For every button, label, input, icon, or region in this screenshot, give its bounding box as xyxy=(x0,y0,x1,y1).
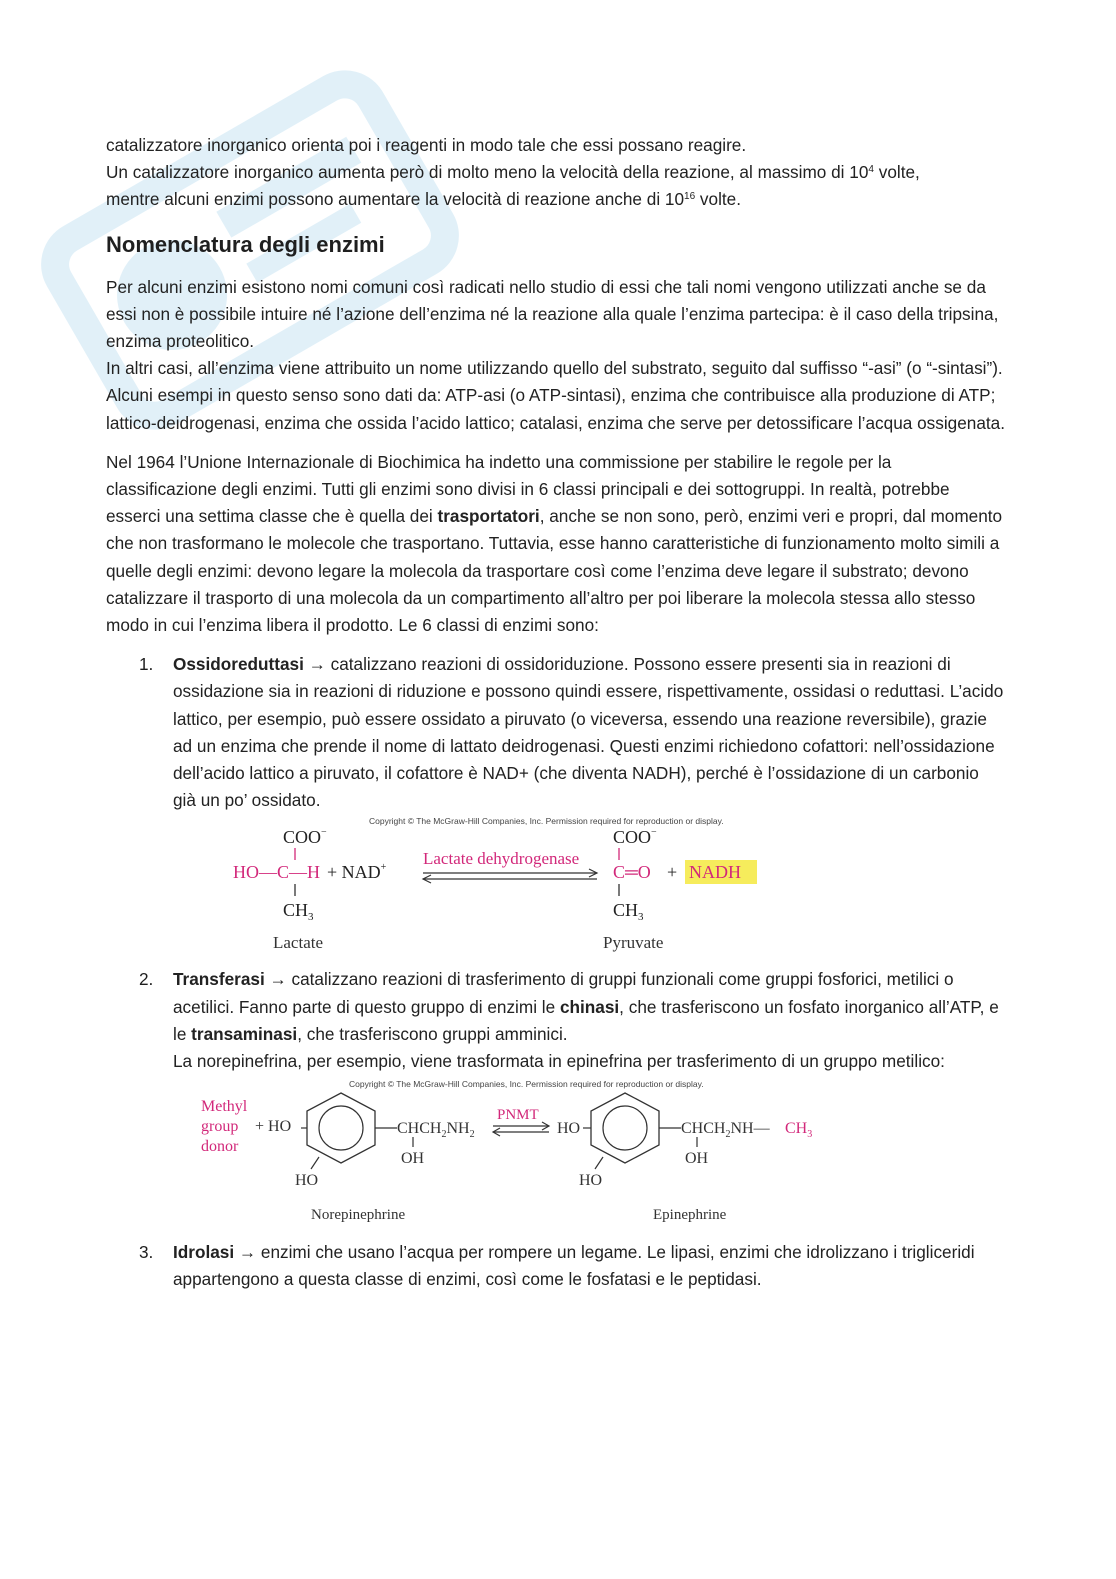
arrow-icon: → xyxy=(308,654,326,675)
epinephrine-label: Epinephrine xyxy=(653,1207,727,1224)
arrow-icon: → xyxy=(269,969,287,990)
intro-line-1: catalizzatore inorganico orienta poi i reagenti in modo tale che essi possano reagire. xyxy=(106,135,747,155)
paragraph-substrate-names: In altri casi, all’enzima viene attribuito un nome utilizzando quello del substrato, seguito dal suffisso “-asi” (o “-sintasi”). Alcuni esempi in questo senso sono dati da: ATP-asi (o ATP-sintasi), enzima che contribuisce alla produzione di ATP; lattico-deidrogenasi, enzima che ossida l’acido lattico; catalasi, enzima che serve per detossificare l’acqua ossigenata. xyxy=(106,358,1006,433)
svg-text:CHCH2NH2: $CHCH_2NH_2$ xyxy=(397,1120,475,1141)
svg-text:+: + xyxy=(667,862,678,883)
figure-credit: Copyright © The McGraw-Hill Companies, Inc. Permission required for reproduction or display. xyxy=(369,816,724,827)
enzyme-classes-list xyxy=(106,651,1006,1293)
svg-text:CH3: $CH_3$ xyxy=(613,900,644,924)
svg-text:Methyl: Methyl xyxy=(201,1098,248,1116)
svg-text:CHCH2NH—: $CHCH_2NH—$ xyxy=(681,1120,770,1141)
norepinephrine-label: Norepinephrine xyxy=(311,1207,406,1224)
svg-text:COO−: COO− xyxy=(283,827,327,848)
lactate-label: Lactate xyxy=(273,933,324,953)
intro-line-3: mentre alcuni enzimi possono aumentare la velocità di reazione anche di $10^{16}$ volte. xyxy=(106,189,742,210)
intro-line-2: Un catalizzatore inorganico aumenta però di molto meno la velocità della reazione, al massimo di $10^4$ volte, xyxy=(106,162,920,183)
svg-text:HO: HO xyxy=(557,1120,581,1138)
enzyme-label: PNMT xyxy=(497,1107,539,1124)
svg-text:donor: donor xyxy=(201,1138,239,1156)
arrow-icon: → xyxy=(238,1242,257,1263)
pnmt-figure xyxy=(133,1075,1006,1239)
class-name: Transferasi xyxy=(173,969,265,990)
enzyme-label: Lactate dehydrogenase xyxy=(423,849,580,869)
pyruvate-core: C═O xyxy=(613,862,651,883)
svg-text:CH3: $CH_3$ xyxy=(785,1120,813,1141)
list-item: 3. Idrolasi → enzimi che usano l’acqua per rompere un legame. Le lipasi, enzimi che idrolizzano i trigliceridi appartengono a questa classe di enzimi, così come le fosfatasi e le peptidasi. xyxy=(139,1242,975,1290)
svg-text:HO: HO xyxy=(295,1172,319,1190)
pyruvate-label: Pyruvate xyxy=(603,933,664,953)
lactate-dehydrogenase-figure xyxy=(133,814,1006,966)
class-name: Idrolasi xyxy=(173,1242,235,1263)
main-content xyxy=(106,132,1006,1294)
list-item: 2. Transferasi → catalizzano reazioni di trasferimento di gruppi funzionali come gruppi fosforici, metilici o acetilici. Fanno parte di questo gruppo di enzimi le chinasi, che trasferiscono un fosfato inorganico all’ATP, e le transaminasi, che trasferiscono gruppi amminici. La norepinefrina, per esempio, viene trasformata in epinefrina per trasferimento di un gruppo metilico: Copyright © The McGraw-Hill Companies, Inc. Permission required for reproduction or display. Methyl group donor + HO HO $CHCH_2NH_2$ OH Norepinephrine PNMT HO HO $CHCH_2NH—$ $CH_3$ OH Epinephrine xyxy=(106,966,1006,1239)
svg-text:COO−: COO− xyxy=(613,827,657,848)
svg-text:OH: OH xyxy=(401,1150,425,1168)
lactate-core: HO—C—H xyxy=(233,862,321,883)
list-item: 1. Ossidoreduttasi → catalizzano reazioni di ossidoriduzione. Possono essere presenti sia in reazioni di ossidazione sia in reazioni di riduzione e possono quindi essere, rispettivamente, ossidasi o reduttasi. L’acido lattico, per esempio, può essere ossidato a piruvato (o viceversa, essendo una reazione reversibile), grazie ad un enzima che prende il nome di lattato deidrogenasi. Questi enzimi richiedono cofattori: nell’ossidazione dell’acido lattico a piruvato, il cofattore è NAD+ (che diventa NADH), perché è l’ossidazione di un carbonio già un po’ ossidato. Copyright © The McGraw-Hill Companies, Inc. Permission required for reproduction or display. COO− HO—C—H + NAD+ $CH_3$ Lactate Lactate dehydrogenase COO− C═O + NADH $CH_3$ Pyruvate xyxy=(106,651,1006,966)
paragraph-common-names: Per alcuni enzimi esistono nomi comuni così radicati nello studio di essi che tali nomi vengono utilizzati anche se da essi non è possibile intuire né l’azione dell’enzima né la reazione alla quale l’enzima partecipa: è il caso della tripsina, enzima proteolitico. xyxy=(106,276,999,352)
nadh-label: NADH xyxy=(689,862,741,883)
class-name: Ossidoreduttasi xyxy=(173,654,304,675)
svg-text:CH3: $CH_3$ xyxy=(283,900,314,924)
figure-credit: Copyright © The McGraw-Hill Companies, Inc. Permission required for reproduction or display. xyxy=(349,1079,704,1090)
paragraph-classification: Nel 1964 l’Unione Internazionale di Biochimica ha indetto una commissione per stabilire le regole per la classificazione degli enzimi. Tutti gli enzimi sono divisi in 6 classi principali e dei sottogruppi. In realtà, potrebbe esserci una settima classe che è quella dei trasportatori, anche se non sono, però, enzimi veri e propri, dal momento che non trasformano le molecole che trasportano. Tuttavia, esse hanno caratteristiche di funzionamento molto simili a quelle degli enzimi: devono legare la molecola da trasportare così come l’enzima deve legare il substrato; devono catalizzare il trasporto di una molecola da un compartimento all’altro per poi liberare la molecola stessa allo stesso modo in cui l’enzima libera il prodotto. Le 6 classi di enzimi sono: xyxy=(106,451,1003,636)
svg-text:group: group xyxy=(201,1118,239,1136)
section-title: Nomenclatura degli enzimi xyxy=(106,231,385,257)
svg-text:+ HO: + HO xyxy=(255,1118,292,1136)
svg-text:OH: OH xyxy=(685,1150,709,1168)
svg-text:+ NAD+: + NAD+ xyxy=(327,862,387,883)
svg-text:HO: HO xyxy=(579,1172,603,1190)
pnmt-reaction xyxy=(201,1085,861,1245)
lactate-reaction xyxy=(233,818,853,968)
